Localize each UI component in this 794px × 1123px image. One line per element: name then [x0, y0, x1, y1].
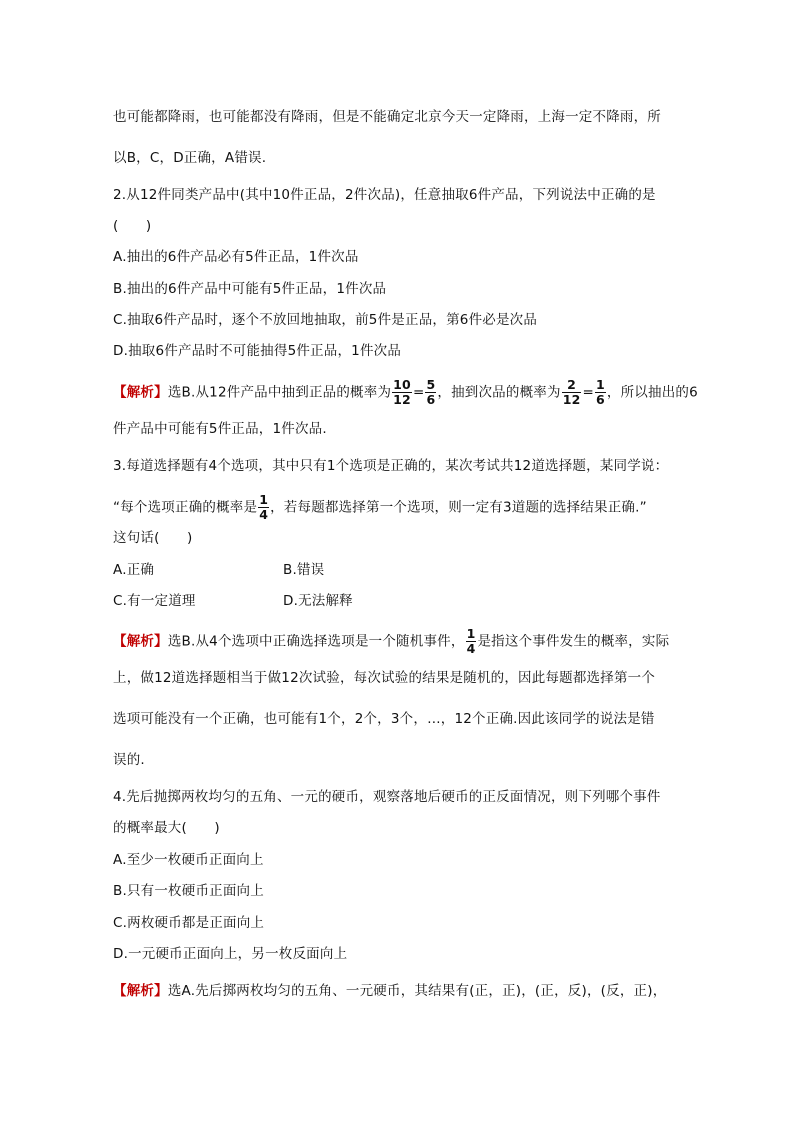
q3-option-b: B.错误: [283, 562, 325, 578]
fraction-1-4: [258, 493, 269, 522]
q3-stem-line3: 这句话( ): [113, 530, 193, 546]
fraction-denominator: 4: [259, 507, 269, 522]
q4-option-a: A.至少一枚硬币正面向上: [113, 852, 264, 868]
equals-sign: =: [412, 384, 425, 401]
q3-options-row2: [113, 591, 513, 611]
q2-solution-text-c: ，所以抽出的6: [606, 384, 698, 401]
fraction-numerator: 1: [259, 492, 269, 507]
q4-option-d: D.一元硬币正面向上，另一枚反面向上: [113, 946, 348, 962]
q2-solution-line2: 件产品中可能有5件正品，1件次品.: [113, 421, 327, 437]
q3-options-row1: [113, 560, 513, 580]
q3-solution-text-b: 是指这个事件发生的概率，实际: [477, 633, 670, 650]
q3-solution-line4: 误的.: [113, 752, 145, 768]
q3-option-a: A.正确: [113, 562, 155, 578]
fraction-2-12: [562, 378, 582, 407]
q2-option-d: D.抽取6件产品时不可能抽得5件正品，1件次品: [113, 343, 402, 359]
q2-option-c: C.抽取6件产品时，逐个不放回地抽取，前5件是正品，第6件必是次品: [113, 312, 538, 328]
fraction-denominator: 12: [393, 392, 411, 407]
fraction-10-12: [392, 378, 412, 407]
q2-option-b: B.抽出的6件产品中可能有5件正品，1件次品: [113, 281, 387, 297]
fraction-1-6: [595, 378, 606, 407]
q2-solution-text-b: ，抽到次品的概率为: [437, 384, 561, 401]
fraction-denominator: 6: [426, 392, 436, 407]
q4-solution-line1: [113, 981, 666, 1001]
p1-line1: 也可能都降雨，也可能都没有降雨，但是不能确定北京今天一定降雨，上海一定不降雨，所: [113, 109, 661, 125]
q4-option-c: C.两枚硬币都是正面向上: [113, 915, 265, 931]
fraction-numerator: 10: [393, 377, 411, 392]
fraction-1-4: [466, 627, 477, 656]
q4-solution-text: 选A.先后掷两枚均匀的五角、一元硬币，其结果有(正，正)，(正，反)，(反，正)，: [167, 983, 667, 999]
q3-stem-text-b: ，若每题都选择第一个选项，则一定有3道题的选择结果正确.”: [270, 499, 647, 516]
fraction-numerator: 1: [596, 377, 605, 392]
q4-solution-tag: 【解析】: [113, 983, 168, 999]
q2-stem-line2: ( ): [113, 218, 152, 234]
q2-stem-line1: 2.从12件同类产品中(其中10件正品，2件次品)，任意抽取6件产品，下列说法中正确的是: [113, 187, 656, 203]
q2-option-a: A.抽出的6件产品必有5件正品，1件次品: [113, 249, 359, 265]
q3-solution-line1: [113, 627, 669, 656]
fraction-denominator: 12: [562, 392, 581, 407]
q3-solution-tag: 【解析】: [113, 633, 168, 650]
q3-stem-line1: 3.每道选择题有4个选项，其中只有1个选项是正确的，某次考试共12道选择题，某同学说：: [113, 458, 669, 474]
q3-solution-line2: 上，做12道选择题相当于做12次试验，每次试验的结果是随机的，因此每题都选择第一个: [113, 670, 656, 686]
fraction-numerator: 2: [562, 378, 582, 393]
q2-solution-text-a: 选B.从12件产品中抽到正品的概率为: [167, 384, 392, 401]
fraction-denominator: 4: [466, 641, 476, 656]
q4-stem-line1: 4.先后抛掷两枚均匀的五角、一元的硬币，观察落地后硬币的正反面情况，则下列哪个事件: [113, 789, 661, 805]
p1-line2: 以B，C，D正确，A错误.: [113, 150, 267, 166]
q3-stem-text-a: “每个选项正确的概率是: [113, 499, 258, 516]
q3-stem-line2: [113, 493, 647, 522]
equals-sign: =: [582, 384, 594, 401]
fraction-numerator: 5: [426, 377, 436, 392]
q4-option-b: B.只有一枚硬币正面向上: [113, 883, 264, 899]
fraction-numerator: 1: [466, 626, 476, 641]
fraction-denominator: 6: [596, 392, 605, 407]
q3-option-d: D.无法解释: [283, 593, 353, 609]
q3-solution-text-a: 选B.从4个选项中正确选择选项是一个随机事件，: [167, 633, 465, 650]
fraction-5-6: [425, 378, 436, 407]
q2-solution-line1: [113, 378, 698, 407]
q3-solution-line3: 选项可能没有一个正确，也可能有1个，2个，3个，…，12个正确.因此该同学的说法是错: [113, 711, 655, 727]
q4-stem-line2: 的概率最大( ): [113, 820, 220, 836]
q2-solution-tag: 【解析】: [113, 384, 168, 401]
q3-option-c: C.有一定道理: [113, 593, 196, 609]
